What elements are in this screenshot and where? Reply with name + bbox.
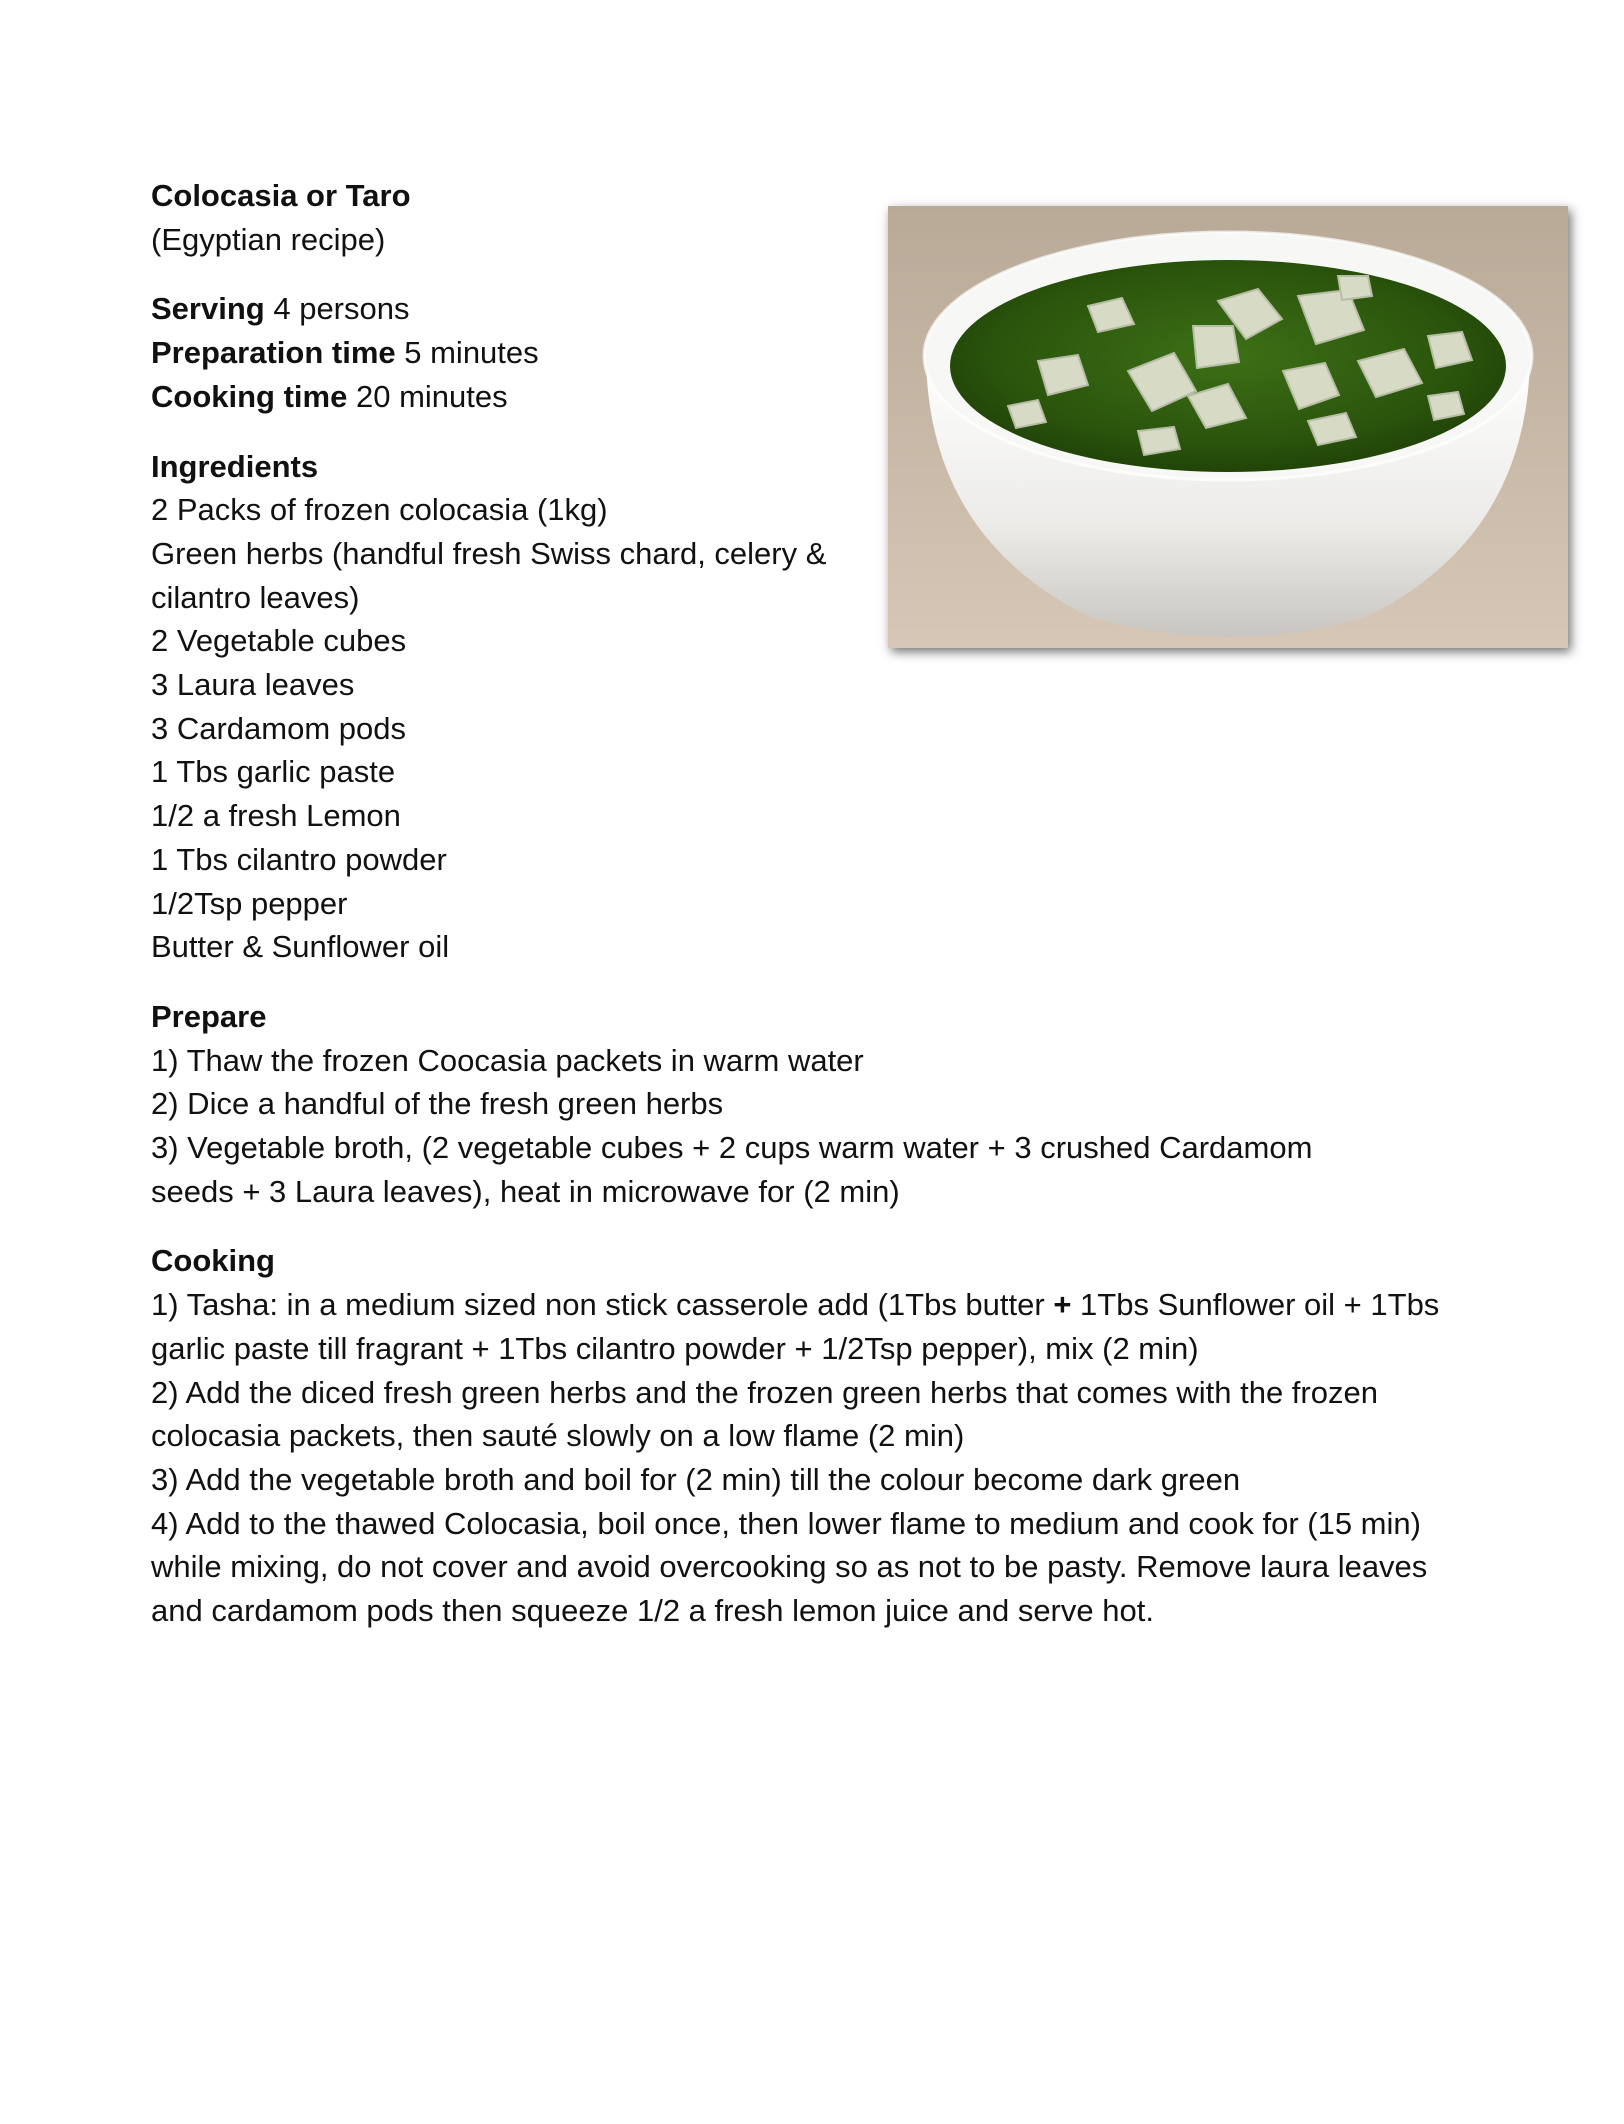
prepare-step: 1) Thaw the frozen Coocasia packets in warm water (151, 1042, 864, 1078)
cooking-step: 3) Add the vegetable broth and boil for (2 min) till the colour become dark green (151, 1461, 1241, 1497)
serving-label: Serving (151, 291, 265, 327)
prepare-step: 2) Dice a handful of the fresh green herbs (151, 1086, 724, 1122)
cooking-step-1-part-b: 1Tbs Sunflower oil + 1Tbs garlic paste till fragrant + 1Tbs cilantro powder + 1/2Tsp pepper), mix (2 min) (151, 1287, 1440, 1366)
cooking-step-1-part-a: 1) Tasha: in a medium sized non stick casserole add (1Tbs butter (151, 1287, 1054, 1323)
prepare-section (151, 995, 1471, 1214)
cooking-step: 2) Add the diced fresh green herbs and the frozen green herbs that comes with the frozen colocasia packets, then sauté slowly on a low flame (2 min) (151, 1374, 1378, 1454)
ingredient-item: Butter & Sunflower oil (151, 929, 450, 965)
ingredient-item: cilantro leaves) (151, 579, 360, 615)
ingredient-item: 3 Laura leaves (151, 667, 355, 703)
prepare-step: 3) Vegetable broth, (2 vegetable cubes + 2 cups warm water + 3 crushed Cardamom seeds + 3 Laura leaves), heat in microwave for (2 min) (151, 1130, 1313, 1209)
ingredient-item: 2 Vegetable cubes (151, 623, 407, 659)
prepare-heading: Prepare (151, 998, 267, 1034)
cooking-step (151, 1283, 1441, 1370)
cooking-step: 4) Add to the thawed Colocasia, boil once, then lower flame to medium and cook for (15 min) while mixing, do not cover and avoid overcooking so as not to be pasty. Remove laura leaves and cardamom pods then squeeze 1/2 a fresh lemon juice and serve hot. (151, 1505, 1428, 1629)
ingredient-item: 3 Cardamom pods (151, 710, 407, 746)
cooking-heading: Cooking (151, 1243, 275, 1279)
cook-time-value: 20 minutes (355, 378, 508, 414)
prep-time-label: Preparation time (151, 335, 396, 371)
ingredient-item: Green herbs (handful fresh Swiss chard, celery & (151, 535, 827, 571)
cook-time-label: Cooking time (151, 378, 348, 414)
recipe-subtitle: (Egyptian recipe) (151, 221, 386, 257)
serving-value: 4 persons (273, 291, 410, 327)
prep-time-value: 5 minutes (404, 335, 539, 371)
recipe-title: Colocasia or Taro (151, 178, 411, 213)
cooking-step-1-plus: + (1053, 1287, 1072, 1323)
stew-bowl-illustration (888, 206, 1568, 648)
stew-surface (950, 260, 1506, 472)
ingredient-item: 2 Packs of frozen colocasia (1kg) (151, 492, 608, 528)
ingredient-item: 1/2 a fresh Lemon (151, 798, 401, 834)
ingredient-item: 1 Tbs garlic paste (151, 754, 396, 790)
cooking-section (151, 1239, 1471, 1632)
ingredient-item: 1/2Tsp pepper (151, 885, 348, 921)
ingredient-item: 1 Tbs cilantro powder (151, 841, 447, 877)
ingredients-heading: Ingredients (151, 448, 319, 484)
stew-photo (888, 206, 1568, 648)
